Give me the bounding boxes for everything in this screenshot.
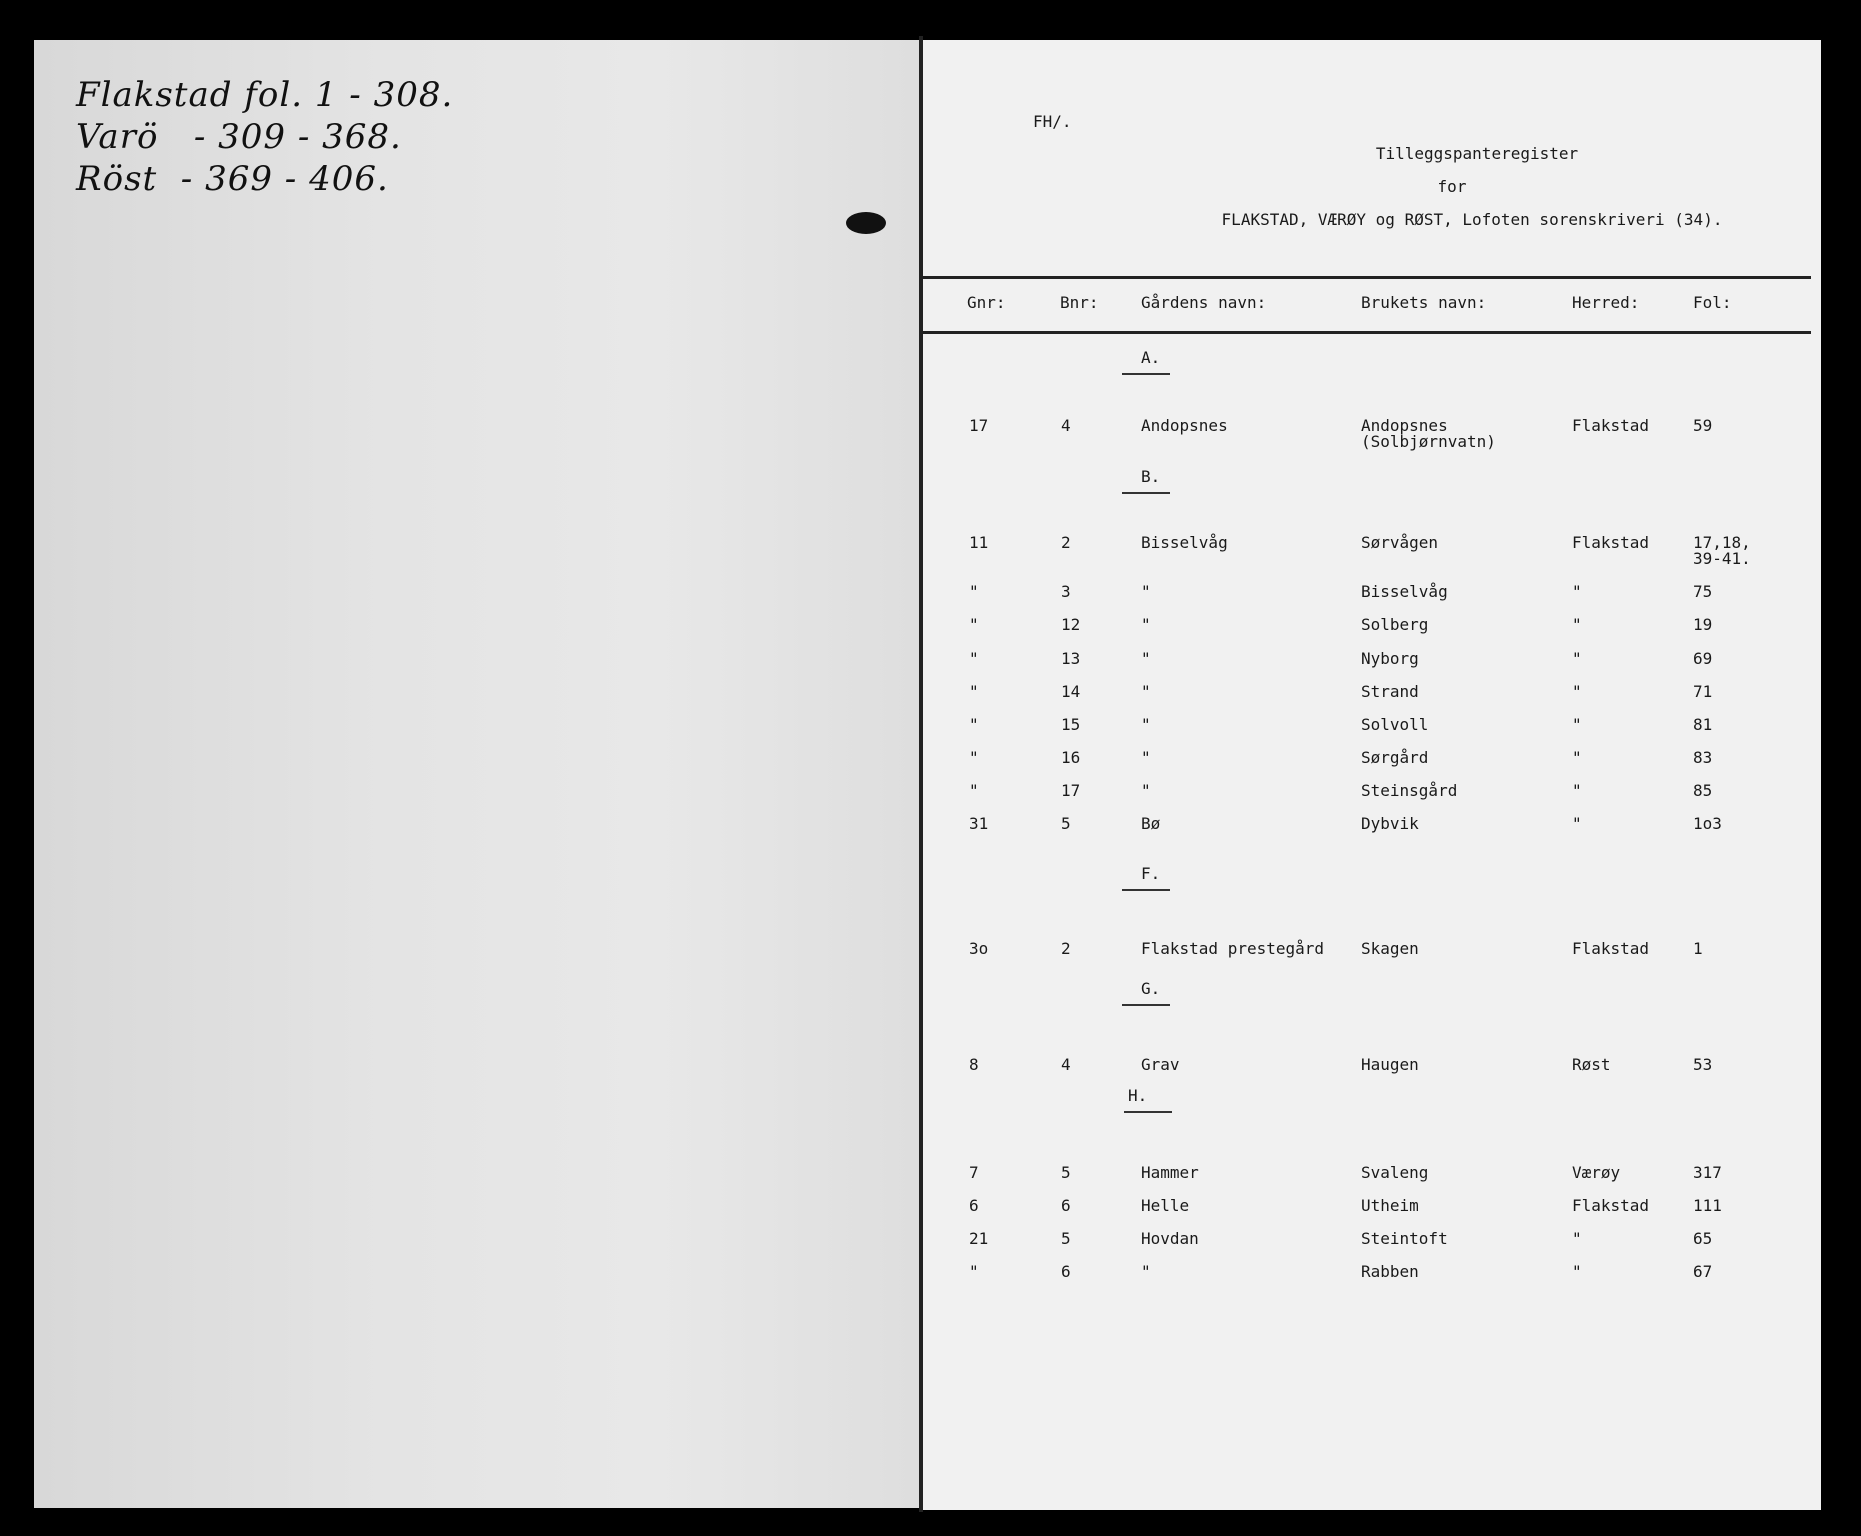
cell-fol: 317 <box>1693 1163 1722 1182</box>
cell-fol: 71 <box>1693 682 1713 701</box>
cell-bruk: Solvoll <box>1361 715 1429 734</box>
cell-bnr: 4 <box>1061 1055 1071 1074</box>
cell-bnr: 5 <box>1061 1163 1071 1182</box>
cell-gnr: " <box>969 582 979 601</box>
cell-fol: 1o3 <box>1693 814 1722 833</box>
cell-gard: Hammer <box>1141 1163 1199 1182</box>
cell-herred: Flakstad <box>1572 1196 1650 1215</box>
header-bnr: Bnr: <box>1060 293 1099 312</box>
cell-bnr: 5 <box>1061 1229 1071 1248</box>
handwriting-line: Varö - 309 - 368. <box>76 117 402 157</box>
cell-herred: Flakstad <box>1572 533 1650 552</box>
cell-bruk: Andopsnes (Solbjørnvatn) <box>1361 416 1496 451</box>
cell-herred: " <box>1572 814 1582 833</box>
cell-fol: 17,18, 39-41. <box>1693 533 1751 568</box>
cell-gard: Helle <box>1141 1196 1190 1215</box>
cell-herred: " <box>1572 748 1582 767</box>
handwritten-folio-notes <box>76 74 453 200</box>
cell-fol: 19 <box>1693 615 1713 634</box>
cell-bnr: 4 <box>1061 416 1071 435</box>
cell-bruk: Skagen <box>1361 939 1419 958</box>
cell-gnr: 31 <box>969 814 989 833</box>
cell-gnr: " <box>969 682 979 701</box>
cell-gard: " <box>1141 682 1151 701</box>
section-underline <box>1122 492 1170 494</box>
cell-gard: Hovdan <box>1141 1229 1199 1248</box>
section-underline <box>1122 373 1170 375</box>
cell-herred: " <box>1572 615 1582 634</box>
cell-gard: Bisselvåg <box>1141 533 1228 552</box>
cell-bruk: Sørgård <box>1361 748 1429 767</box>
cell-herred: Flakstad <box>1572 416 1650 435</box>
header-gard: Gårdens navn: <box>1141 293 1267 312</box>
section-letter: B. <box>1141 467 1161 486</box>
cell-bruk: Dybvik <box>1361 814 1419 833</box>
cell-gard: Grav <box>1141 1055 1180 1074</box>
cell-gnr: 8 <box>969 1055 979 1074</box>
document-reference: FH/. <box>1033 112 1072 131</box>
cell-herred: " <box>1572 682 1582 701</box>
cell-fol: 1 <box>1693 939 1703 958</box>
header-gnr: Gnr: <box>967 293 1006 312</box>
cell-herred: " <box>1572 1229 1582 1248</box>
cell-gnr: " <box>969 748 979 767</box>
cell-gnr: 11 <box>969 533 989 552</box>
handwriting-line: Röst - 369 - 406. <box>76 159 389 199</box>
cell-gnr: " <box>969 715 979 734</box>
cell-bnr: 14 <box>1061 682 1081 701</box>
register-title: Tilleggspanteregister <box>1375 144 1579 163</box>
cell-herred: " <box>1572 582 1582 601</box>
cell-bnr: 6 <box>1061 1196 1071 1215</box>
ink-blot <box>846 212 886 234</box>
section-letter: F. <box>1141 864 1161 883</box>
cell-herred: Røst <box>1572 1055 1611 1074</box>
section-underline <box>1124 1111 1172 1113</box>
cell-bnr: 2 <box>1061 939 1071 958</box>
cell-fol: 69 <box>1693 649 1713 668</box>
cell-bnr: 13 <box>1061 649 1081 668</box>
cell-gard: " <box>1141 615 1151 634</box>
cell-fol: 83 <box>1693 748 1713 767</box>
cell-bnr: 2 <box>1061 533 1071 552</box>
cell-bruk: Steintoft <box>1361 1229 1448 1248</box>
cell-gard: " <box>1141 1262 1151 1281</box>
header-rule-bottom <box>923 331 1811 334</box>
cell-gnr: " <box>969 649 979 668</box>
cell-gard: " <box>1141 748 1151 767</box>
cell-gnr: 17 <box>969 416 989 435</box>
cell-gard: " <box>1141 582 1151 601</box>
cell-bruk: Sørvågen <box>1361 533 1439 552</box>
register-subtitle: FLAKSTAD, VÆRØY og RØST, Lofoten sorenskriveri (34). <box>1221 210 1723 229</box>
section-letter: G. <box>1141 979 1161 998</box>
right-page <box>923 40 1821 1510</box>
cell-herred: " <box>1572 1262 1582 1281</box>
section-letter: A. <box>1141 348 1161 367</box>
cell-fol: 81 <box>1693 715 1713 734</box>
cell-fol: 75 <box>1693 582 1713 601</box>
left-page <box>34 40 919 1508</box>
cell-gnr: 7 <box>969 1163 979 1182</box>
cell-gnr: 6 <box>969 1196 979 1215</box>
cell-bnr: 3 <box>1061 582 1071 601</box>
cell-bruk: Nyborg <box>1361 649 1419 668</box>
cell-bruk: Rabben <box>1361 1262 1419 1281</box>
cell-fol: 111 <box>1693 1196 1722 1215</box>
cell-gard: " <box>1141 781 1151 800</box>
cell-herred: Flakstad <box>1572 939 1650 958</box>
header-herred: Herred: <box>1572 293 1640 312</box>
cell-gnr: 3o <box>969 939 989 958</box>
cell-gnr: " <box>969 615 979 634</box>
cell-bruk: Svaleng <box>1361 1163 1429 1182</box>
section-underline <box>1122 889 1170 891</box>
section-letter: H. <box>1128 1086 1148 1105</box>
section-underline <box>1122 1004 1170 1006</box>
cell-fol: 85 <box>1693 781 1713 800</box>
cell-fol: 53 <box>1693 1055 1713 1074</box>
cell-bnr: 5 <box>1061 814 1071 833</box>
cell-bnr: 15 <box>1061 715 1081 734</box>
cell-bnr: 16 <box>1061 748 1081 767</box>
cell-fol: 67 <box>1693 1262 1713 1281</box>
cell-gnr: " <box>969 781 979 800</box>
cell-bruk: Strand <box>1361 682 1419 701</box>
cell-bruk: Bisselvåg <box>1361 582 1448 601</box>
cell-bruk: Solberg <box>1361 615 1429 634</box>
cell-herred: " <box>1572 649 1582 668</box>
cell-bruk: Utheim <box>1361 1196 1419 1215</box>
header-bruk: Brukets navn: <box>1361 293 1487 312</box>
register-title-for: for <box>1437 177 1467 196</box>
cell-gard: Bø <box>1141 814 1161 833</box>
cell-bnr: 12 <box>1061 615 1081 634</box>
cell-gnr: 21 <box>969 1229 989 1248</box>
cell-fol: 65 <box>1693 1229 1713 1248</box>
cell-bruk: Steinsgård <box>1361 781 1458 800</box>
cell-gard: Andopsnes <box>1141 416 1228 435</box>
cell-gard: " <box>1141 649 1151 668</box>
cell-fol: 59 <box>1693 416 1713 435</box>
header-rule-top <box>923 276 1811 279</box>
handwriting-line: Flakstad fol. 1 - 308. <box>76 75 454 115</box>
cell-bruk: Haugen <box>1361 1055 1419 1074</box>
cell-herred: " <box>1572 781 1582 800</box>
cell-gnr: " <box>969 1262 979 1281</box>
cell-herred: " <box>1572 715 1582 734</box>
cell-bnr: 17 <box>1061 781 1081 800</box>
cell-gard: Flakstad prestegård <box>1141 939 1325 958</box>
cell-herred: Værøy <box>1572 1163 1621 1182</box>
cell-gard: " <box>1141 715 1151 734</box>
cell-bnr: 6 <box>1061 1262 1071 1281</box>
header-fol: Fol: <box>1693 293 1732 312</box>
